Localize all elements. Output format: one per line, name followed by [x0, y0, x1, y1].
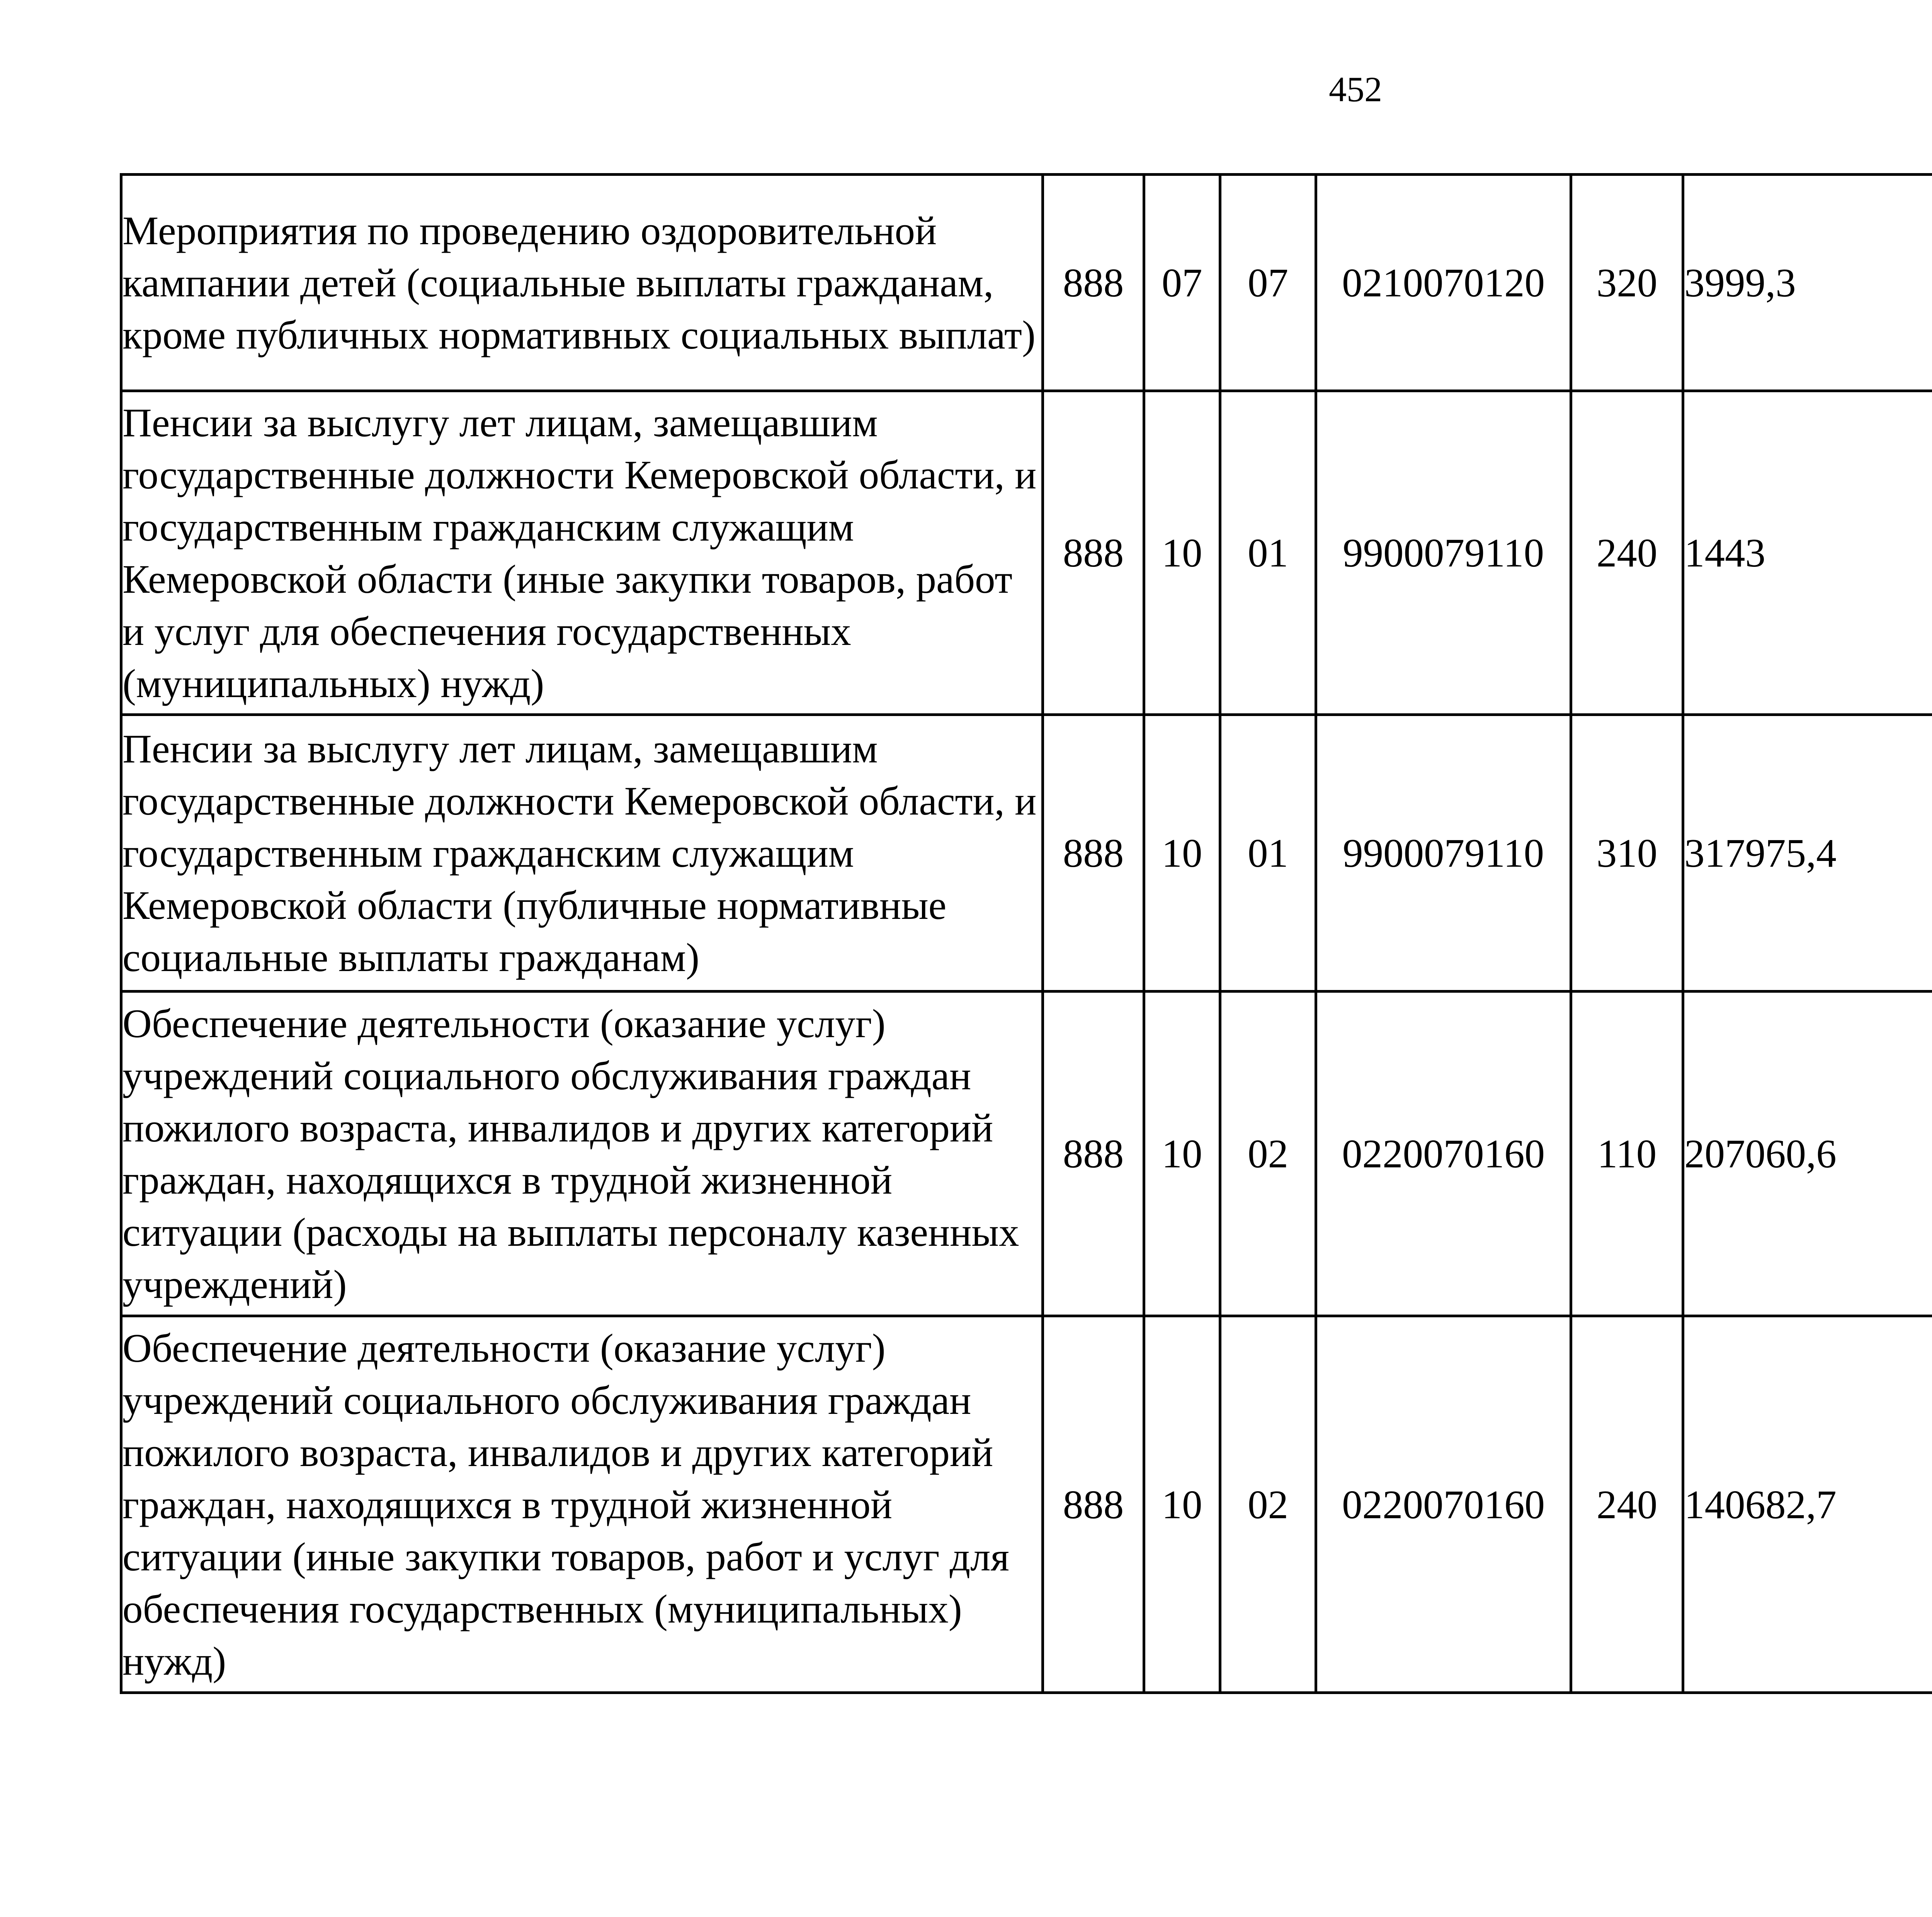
- ved-code-cell: 888: [1043, 1316, 1144, 1693]
- expense-type-cell: 110: [1571, 992, 1683, 1316]
- amount-year-1-cell: 207060,6: [1683, 992, 1932, 1316]
- expense-name-cell: Обеспечение деятельности (оказание услуг) учреждений социального обслуживания граждан пожилого возраста, инвалидов и других категорий граждан, находящихся в трудной жизненной ситуации (иные закупки товаров, работ и услуг для обеспечения государственных (муниципальных) нужд): [121, 1316, 1043, 1693]
- section-code-cell: 10: [1144, 1316, 1220, 1693]
- target-article-cell: 0220070160: [1316, 1316, 1571, 1693]
- section-code-cell: 07: [1144, 175, 1220, 391]
- amount-year-1-cell: 1443: [1683, 391, 1932, 715]
- subsection-code-cell: 01: [1220, 715, 1316, 992]
- budget-table: [120, 173, 1932, 1694]
- subsection-code-cell: 07: [1220, 175, 1316, 391]
- amount-year-1-cell: 140682,7: [1683, 1316, 1932, 1693]
- section-code-cell: 10: [1144, 715, 1220, 992]
- ved-code-cell: 888: [1043, 715, 1144, 992]
- table-row: [121, 391, 1932, 715]
- subsection-code-cell: 01: [1220, 391, 1316, 715]
- expense-type-cell: 240: [1571, 391, 1683, 715]
- target-article-cell: 0220070160: [1316, 992, 1571, 1316]
- expense-type-cell: 320: [1571, 175, 1683, 391]
- table-row: [121, 992, 1932, 1316]
- expense-type-cell: 240: [1571, 1316, 1683, 1693]
- target-article-cell: 9900079110: [1316, 715, 1571, 992]
- subsection-code-cell: 02: [1220, 992, 1316, 1316]
- ved-code-cell: 888: [1043, 992, 1144, 1316]
- page-number: 452: [1329, 70, 1382, 109]
- table-row: [121, 1316, 1932, 1693]
- table-row: [121, 715, 1932, 992]
- target-article-cell: 0210070120: [1316, 175, 1571, 391]
- expense-type-cell: 310: [1571, 715, 1683, 992]
- amount-year-1-cell: 317975,4: [1683, 715, 1932, 992]
- expense-name-cell: Мероприятия по проведению оздоровительной кампании детей (социальные выплаты гражданам, кроме публичных нормативных социальных выплат): [121, 175, 1043, 391]
- subsection-code-cell: 02: [1220, 1316, 1316, 1693]
- expense-name-cell: Обеспечение деятельности (оказание услуг) учреждений социального обслуживания граждан пожилого возраста, инвалидов и других категорий граждан, находящихся в трудной жизненной ситуации (расходы на выплаты персоналу казенных учреждений): [121, 992, 1043, 1316]
- section-code-cell: 10: [1144, 992, 1220, 1316]
- table-row: [121, 175, 1932, 391]
- target-article-cell: 9900079110: [1316, 391, 1571, 715]
- ved-code-cell: 888: [1043, 391, 1144, 715]
- ved-code-cell: 888: [1043, 175, 1144, 391]
- expense-name-cell: Пенсии за выслугу лет лицам, замещавшим государственные должности Кемеровской области, и государственным гражданским служащим Кемеровской области (публичные нормативные социальные выплаты гражданам): [121, 715, 1043, 992]
- amount-year-1-cell: 3999,3: [1683, 175, 1932, 391]
- expense-name-cell: Пенсии за выслугу лет лицам, замещавшим государственные должности Кемеровской области, и государственным гражданским служащим Кемеровской области (иные закупки товаров, работ и услуг для обеспечения государственных (муниципальных) нужд): [121, 391, 1043, 715]
- section-code-cell: 10: [1144, 391, 1220, 715]
